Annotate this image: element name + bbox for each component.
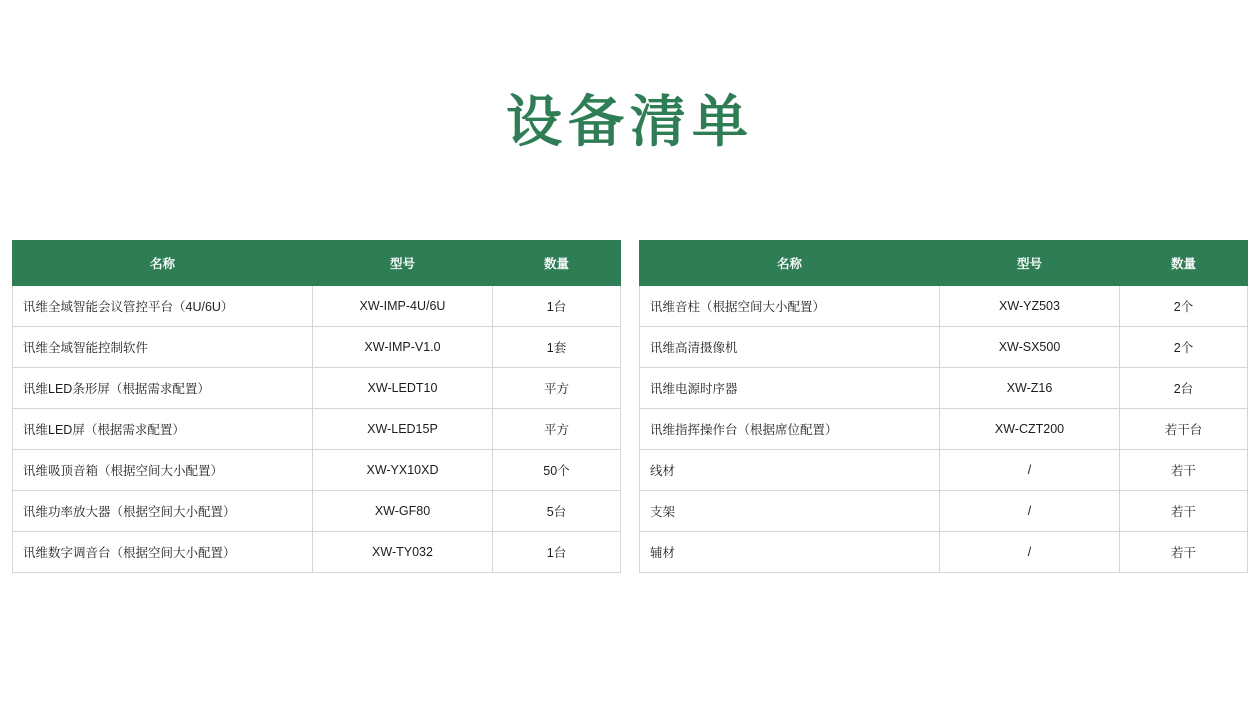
table-row: [640, 286, 1248, 327]
cell-name: 讯维全域智能会议管控平台（4U/6U）: [13, 286, 313, 327]
table-header-row: [640, 241, 1248, 286]
cell-name: 线材: [640, 450, 940, 491]
table-row: [640, 450, 1248, 491]
cell-quantity: 若干台: [1120, 409, 1248, 450]
table-row: [13, 286, 621, 327]
cell-name: 讯维全域智能控制软件: [13, 327, 313, 368]
cell-name: 讯维指挥操作台（根据席位配置）: [640, 409, 940, 450]
cell-model: XW-LEDT10: [313, 368, 493, 409]
column-header-model: 型号: [313, 241, 493, 286]
cell-name: 讯维高清摄像机: [640, 327, 940, 368]
cell-quantity: 若干: [1120, 532, 1248, 573]
table-row: [13, 532, 621, 573]
cell-name: 支架: [640, 491, 940, 532]
equipment-table-right: [639, 240, 1248, 573]
cell-model: /: [940, 532, 1120, 573]
cell-quantity: 50个: [493, 450, 621, 491]
cell-model: XW-TY032: [313, 532, 493, 573]
column-header-quantity: 数量: [493, 241, 621, 286]
table-row: [13, 368, 621, 409]
column-header-name: 名称: [13, 241, 313, 286]
cell-quantity: 2个: [1120, 286, 1248, 327]
cell-model: XW-YX10XD: [313, 450, 493, 491]
cell-model: XW-Z16: [940, 368, 1120, 409]
cell-quantity: 1台: [493, 286, 621, 327]
cell-name: 讯维功率放大器（根据空间大小配置）: [13, 491, 313, 532]
cell-name: 讯维吸顶音箱（根据空间大小配置）: [13, 450, 313, 491]
cell-quantity: 1套: [493, 327, 621, 368]
cell-quantity: 平方: [493, 409, 621, 450]
page-title: 设备清单: [506, 92, 754, 154]
table-row: [13, 409, 621, 450]
cell-model: XW-SX500: [940, 327, 1120, 368]
table-row: [13, 491, 621, 532]
cell-quantity: 平方: [493, 368, 621, 409]
tables-container: [12, 240, 1248, 573]
cell-quantity: 1台: [493, 532, 621, 573]
table-row: [640, 327, 1248, 368]
table-row: [640, 409, 1248, 450]
cell-model: XW-CZT200: [940, 409, 1120, 450]
table-row: [13, 327, 621, 368]
cell-model: XW-GF80: [313, 491, 493, 532]
cell-quantity: 2台: [1120, 368, 1248, 409]
cell-quantity: 若干: [1120, 491, 1248, 532]
table-header-row: [13, 241, 621, 286]
table-row: [640, 491, 1248, 532]
cell-name: 讯维数字调音台（根据空间大小配置）: [13, 532, 313, 573]
column-header-name: 名称: [640, 241, 940, 286]
cell-model: XW-YZ503: [940, 286, 1120, 327]
cell-quantity: 2个: [1120, 327, 1248, 368]
table-row: [640, 368, 1248, 409]
cell-quantity: 5台: [493, 491, 621, 532]
cell-quantity: 若干: [1120, 450, 1248, 491]
cell-model: XW-LED15P: [313, 409, 493, 450]
cell-model: XW-IMP-4U/6U: [313, 286, 493, 327]
cell-name: 讯维LED屏（根据需求配置）: [13, 409, 313, 450]
cell-model: /: [940, 491, 1120, 532]
cell-name: 辅材: [640, 532, 940, 573]
column-header-model: 型号: [940, 241, 1120, 286]
cell-model: XW-IMP-V1.0: [313, 327, 493, 368]
table-row: [640, 532, 1248, 573]
cell-name: 讯维音柱（根据空间大小配置）: [640, 286, 940, 327]
cell-name: 讯维LED条形屏（根据需求配置）: [13, 368, 313, 409]
table-row: [13, 450, 621, 491]
cell-model: /: [940, 450, 1120, 491]
equipment-table-left: [12, 240, 621, 573]
cell-name: 讯维电源时序器: [640, 368, 940, 409]
column-header-quantity: 数量: [1120, 241, 1248, 286]
